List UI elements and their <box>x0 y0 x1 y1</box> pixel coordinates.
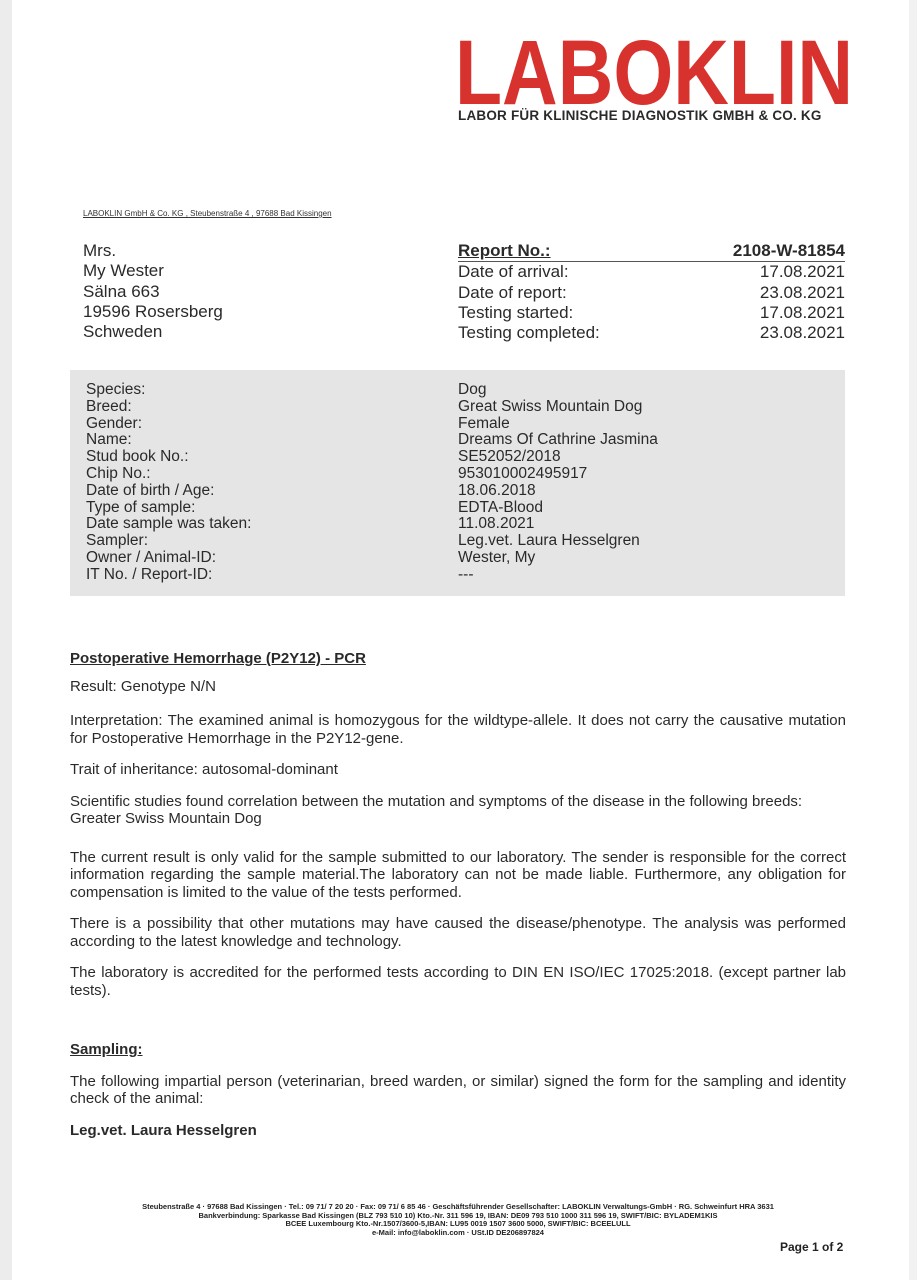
footer-line: Steubenstraße 4 · 97688 Bad Kissingen · Tel.: 09 71/ 7 20 20 · Fax: 09 71/ 6 85 46 · Geschäftsführender Gesellschafter: LABOKLIN Verwaltungs-GmbH · RG. Schweinfurt HRA 3631 <box>142 1202 774 1211</box>
info-label: Date of birth / Age: <box>86 481 215 499</box>
report-row-label: Date of arrival: <box>458 262 569 282</box>
report-number-value: 2108-W-81854 <box>732 241 845 260</box>
info-value: 18.06.2018 <box>458 481 536 499</box>
sampling-person: Leg.vet. Laura Hesselgren <box>70 1121 257 1139</box>
info-value: EDTA-Blood <box>458 498 543 516</box>
info-label: Breed: <box>86 397 132 415</box>
report-row <box>458 262 845 282</box>
info-value: 953010002495917 <box>458 464 588 482</box>
report-row-label: Testing started: <box>458 302 574 322</box>
info-value: --- <box>458 565 474 583</box>
laboklin-logo <box>455 34 855 106</box>
info-value: Dog <box>458 381 487 398</box>
report-number-row <box>458 241 845 262</box>
address-line: Sälna 663 <box>83 281 160 301</box>
disclaimer-mutations: There is a possibility that other mutations may have caused the disease/phenotype. The analysis was performed according to the latest knowledge and technology. <box>70 915 846 950</box>
info-label: Gender: <box>86 414 143 432</box>
animal-info-labels <box>86 382 251 584</box>
sampling-title: Sampling: <box>70 1041 143 1058</box>
info-value: SE52052/2018 <box>458 448 561 466</box>
info-label: Stud book No.: <box>86 448 189 466</box>
info-label: Owner / Animal-ID: <box>86 548 217 566</box>
report-row <box>458 283 845 303</box>
report-row-label: Testing completed: <box>458 323 600 343</box>
footer-line: e-Mail: info@laboklin.com · USt.ID DE206897824 <box>372 1227 544 1237</box>
logo-text: LABOKLIN <box>455 34 853 106</box>
report-row-value: 23.08.2021 <box>759 323 845 343</box>
info-label: Species: <box>86 381 146 398</box>
recipient-address <box>83 241 223 342</box>
test-inheritance: Trait of inheritance: autosomal-dominant <box>70 761 338 778</box>
page-left-edge <box>0 0 12 1280</box>
page-right-edge <box>909 0 917 1280</box>
info-label: Chip No.: <box>86 464 151 482</box>
report-row <box>458 323 845 343</box>
company-subtitle: LABOR FÜR KLINISCHE DIAGNOSTIK GMBH & CO. KG <box>458 108 822 123</box>
address-line: 19596 Rosersberg <box>83 301 223 321</box>
test-studies: Scientific studies found correlation between the mutation and symptoms of the disease in the following breeds: <box>70 792 803 810</box>
info-value: Leg.vet. Laura Hesselgren <box>458 532 640 550</box>
sampling-text: The following impartial person (veterinarian, breed warden, or similar) signed the form for the sampling and identity check of the animal: <box>70 1072 846 1107</box>
info-value: Dreams Of Cathrine Jasmina <box>458 431 658 449</box>
report-info <box>458 241 845 343</box>
info-label: Sampler: <box>86 532 149 550</box>
footer-line: Bankverbindung: Sparkasse Bad Kissingen (BLZ 793 510 10) Kto.-Nr. 311 596 19, IBAN: DE09 793 510 1000 311 596 19, SWIFT/BIC: BYLADEM1KIS <box>198 1210 718 1220</box>
report-content <box>70 650 846 1139</box>
info-value: Great Swiss Mountain Dog <box>458 397 643 415</box>
report-row-value: 23.08.2021 <box>759 282 845 302</box>
report-row-value: 17.08.2021 <box>759 302 845 322</box>
accreditation-note: The laboratory is accredited for the performed tests according to DIN EN ISO/IEC 17025:2018. (except partner lab tests). <box>70 964 846 999</box>
disclaimer-validity: The current result is only valid for the sample submitted to our laboratory. The sender is responsible for the correct information regarding the sample material.The laboratory can not be made liable. Furthermore, any obligation for compensation is limited to the value of the tests performed. <box>70 848 846 901</box>
info-label: Type of sample: <box>86 498 196 516</box>
test-title: Postoperative Hemorrhage (P2Y12) - PCR <box>70 650 366 667</box>
test-result: Result: Genotype N/N <box>70 677 216 695</box>
test-interpretation: Interpretation: The examined animal is homozygous for the wildtype-allele. It does not carry the causative mutation for Postoperative Hemorrhage in the P2Y12-gene. <box>70 712 846 747</box>
test-studies-breed: Greater Swiss Mountain Dog <box>70 810 262 827</box>
footer <box>70 1203 846 1237</box>
info-label: Date sample was taken: <box>86 515 252 533</box>
info-label: Name: <box>86 431 132 449</box>
report-row-value: 17.08.2021 <box>759 262 845 282</box>
page-number: Page 1 of 2 <box>780 1240 844 1254</box>
info-label: IT No. / Report-ID: <box>86 565 213 583</box>
info-value: 11.08.2021 <box>458 515 535 533</box>
sender-address-line: LABOKLIN GmbH & Co. KG , Steubenstraße 4 , 97688 Bad Kissingen <box>83 209 332 218</box>
address-line: My Wester <box>83 261 164 281</box>
info-value: Female <box>458 414 510 432</box>
report-row <box>458 303 845 323</box>
address-line: Schweden <box>83 322 163 342</box>
report-row-label: Date of report: <box>458 282 567 302</box>
footer-line: BCEE Luxembourg Kto.-Nr.1507/3600-5,IBAN: LU95 0019 1507 3600 5000, SWIFT/BIC: BCEELULL <box>285 1219 631 1229</box>
info-value: Wester, My <box>458 548 536 566</box>
address-line: Mrs. <box>83 241 117 260</box>
report-number-label: Report No.: <box>458 241 551 260</box>
animal-info-values <box>458 382 658 584</box>
